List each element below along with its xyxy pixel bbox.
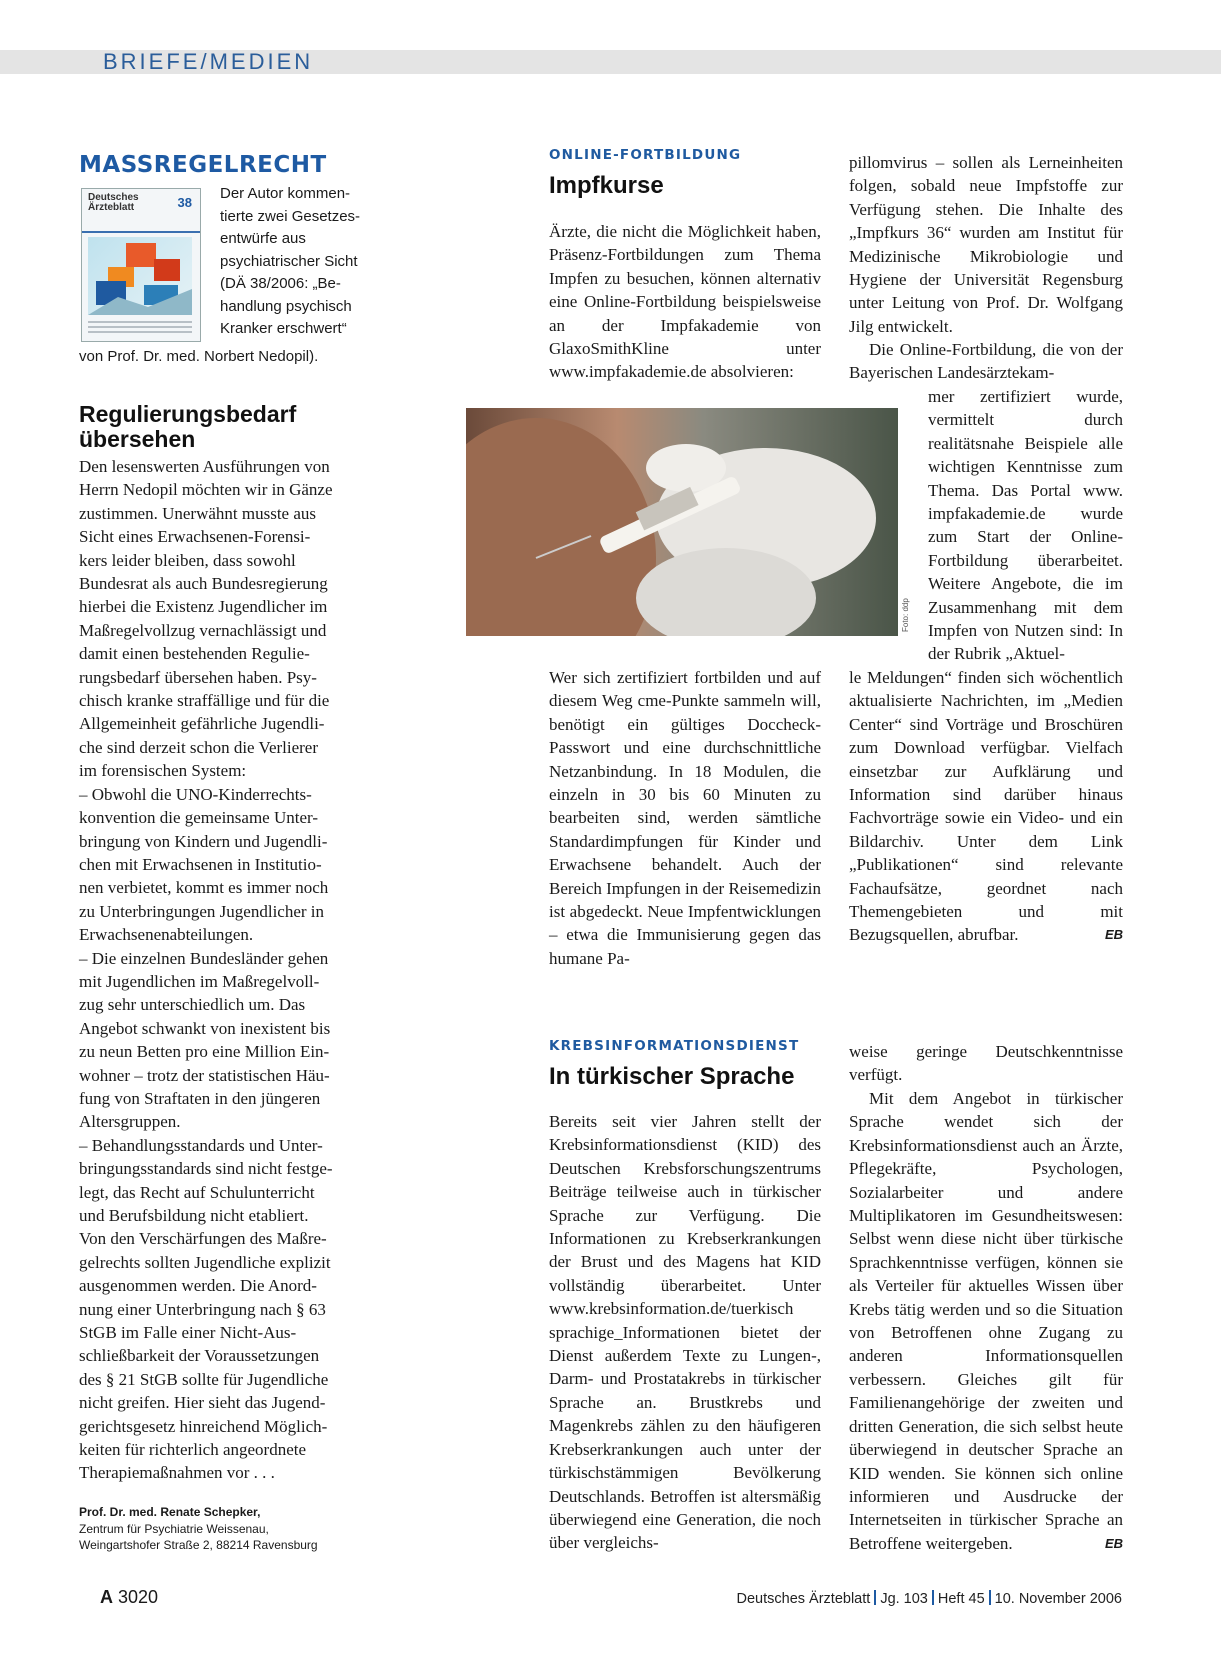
signature-institution: Zentrum für Psychiatrie Weissenau, bbox=[79, 1521, 269, 1536]
page-prefix: A bbox=[100, 1587, 113, 1607]
photo-credit: Foto: ddp bbox=[901, 598, 910, 632]
body-line: bringung von Kindern und Jugendli- bbox=[79, 831, 328, 851]
body-line: Maßregelvollzug vernachlässigt und bbox=[79, 620, 327, 640]
signature-block bbox=[79, 1504, 379, 1554]
body-line: Altersgruppen. bbox=[79, 1112, 181, 1132]
body-line: Therapiemaßnahmen vor . . . bbox=[79, 1463, 275, 1483]
body-line: Allgemeinheit gefährliche Jugendli- bbox=[79, 714, 325, 734]
article1-col2-p2a: Die Online-Fortbildung, die von der Bayerischen Landesärztekam- bbox=[849, 340, 1123, 383]
body-line: che sind derzeit schon die Verlierer bbox=[79, 737, 319, 757]
cover-brand-1: Deutsches bbox=[88, 192, 139, 203]
body-line: konvention die gemeinsame Unter- bbox=[79, 808, 319, 828]
body-line: chen mit Erwachsenen in Institutio- bbox=[79, 854, 322, 874]
body-line: des § 21 StGB sollte für Jugendliche bbox=[79, 1369, 329, 1389]
body-line: hierbei die Existenz Jugendlicher im bbox=[79, 597, 328, 617]
body-line: legt, das Recht auf Schulunterricht bbox=[79, 1182, 315, 1202]
body-line: Herrn Nedopil möchten wir in Gänze bbox=[79, 480, 333, 500]
body-line: rungsbedarf übersehen haben. Psy- bbox=[79, 667, 317, 687]
letter-body bbox=[79, 455, 369, 1485]
intro-line: Kranker erschwert“ bbox=[220, 320, 347, 337]
section-label: BRIEFE/MEDIEN bbox=[103, 49, 314, 74]
intro-text-last: von Prof. Dr. med. Norbert Nedopil). bbox=[79, 348, 319, 365]
intro-line: entwürfe aus bbox=[220, 230, 306, 247]
footer-date: 10. November 2006 bbox=[994, 1591, 1122, 1607]
body-line: zug sehr unterschiedlich um. Das bbox=[79, 995, 306, 1015]
footer-citation bbox=[737, 1590, 1122, 1607]
article2-col1: Bereits seit vier Jahren stellt der Krebsinformationsdienst (KID) des Deutschen Krebsforschungszentrums Beiträge teilweise auch in türkischer Sprache zur Verfügung. Die Informationen zu Krebserkrankungen der Brust und des Magens hat KID vollständig überarbeitet. Unter www.krebsinformation.de/tuerkisch sprachige_Informationen bietet der Dienst außerdem Texte zu Lungen-, Darm- und Prostatakrebs in türkischer Sprache an. Brustkrebs und Magenkrebs zählen zu den häufigeren Krebserkrankungen auch unter der türkischstämmigen Bevölkerung Deutschlands. Betroffen ist altersmäßig überwiegend eine Generation, die noch über vergleichs- bbox=[549, 1112, 821, 1553]
body-line: – Behandlungsstandards und Unter- bbox=[79, 1135, 323, 1155]
article1-initials: EB bbox=[1104, 927, 1123, 943]
article2-title: In türkischer Sprache bbox=[549, 1063, 795, 1090]
body-line: gelrechts sollten Jugendliche explizit bbox=[79, 1252, 331, 1272]
article2-kicker: KREBSINFORMATIONSDIENST bbox=[549, 1038, 800, 1054]
article2-col2-p2 bbox=[849, 1087, 1123, 1555]
article1-col2-p2b bbox=[849, 666, 1123, 947]
body-line: Angebot schwankt von inexistent bis bbox=[79, 1018, 331, 1038]
body-line: nung einer Unterbringung nach § 63 bbox=[79, 1299, 326, 1319]
body-line: und Berufsbildung nicht etabliert. bbox=[79, 1206, 309, 1225]
intro-line: Der Autor kommen- bbox=[220, 185, 351, 202]
body-line: schließbarkeit der Voraussetzungen bbox=[79, 1346, 320, 1366]
signature-address: Weingartshofer Straße 2, 88214 Ravensburg bbox=[79, 1538, 318, 1552]
body-line: Den lesenswerten Ausführungen von bbox=[79, 457, 330, 476]
letter-title-line: übersehen bbox=[79, 426, 196, 452]
page-number bbox=[100, 1587, 158, 1608]
intro-text-block bbox=[220, 183, 370, 341]
body-line: Bundesrat als auch Bundesregierung bbox=[79, 574, 328, 594]
journal-cover-image bbox=[81, 188, 201, 342]
footer-journal: Deutsches Ärzteblatt bbox=[736, 1591, 871, 1607]
intro-line: handlung psychisch bbox=[220, 297, 352, 315]
footer-issue: Heft 45 bbox=[937, 1591, 985, 1607]
article2-initials: EB bbox=[1104, 1535, 1123, 1551]
footer-volume: Jg. 103 bbox=[880, 1591, 928, 1607]
body-line: – Die einzelnen Bundesländer gehen bbox=[79, 948, 329, 968]
body-line: im forensischen System: bbox=[79, 761, 247, 781]
intro-line: (DÄ 38/2006: „Be- bbox=[220, 275, 341, 292]
letter-title-line: Regulierungsbedarf bbox=[79, 401, 297, 427]
body-line: nicht greifen. Hier sieht das Jugend- bbox=[79, 1393, 326, 1413]
body-line: mit Jugendlichen im Maßregelvoll- bbox=[79, 971, 320, 991]
article1-col2-p1: pillomvirus – sollen als Lerneinheiten folgen, sobald neue Impfstoffe zur Verfügung stehen. Die Inhalte des „Impfkurs 36“ wurden am Institut für Medizinische Mikrobiologie und Hygiene der Universität Regensburg unter Leitung von Prof. Dr. Wolfgang Jilg entwickelt. bbox=[849, 153, 1123, 336]
cover-brand-2: Ärzteblatt bbox=[88, 202, 135, 213]
article1-col2-wrap: mer zertifiziert wurde, vermittelt durch realitätsnahe Beispiele alle wichtigen Kenntnisse zum Thema. Das Portal www. impfakademie.de wurde zum Start der Online-Fortbildung überarbeitet. Weitere Angebote, die im Zusammenhang mit dem Impfen von Nutzen sind: In der Rubrik „Aktuel- bbox=[928, 387, 1123, 664]
body-line: gerichtsgesetz hinreichend Möglich- bbox=[79, 1416, 328, 1436]
body-line: bringungsstandards sind nicht festge- bbox=[79, 1159, 333, 1179]
intro-line: psychiatrischer Sicht bbox=[220, 252, 358, 270]
vaccination-photo bbox=[466, 408, 898, 636]
article1-kicker: ONLINE-FORTBILDUNG bbox=[549, 147, 742, 163]
body-line: – Obwohl die UNO-Kinderrechts- bbox=[79, 784, 312, 804]
body-line: zu neun Betten pro eine Million Ein- bbox=[79, 1042, 330, 1062]
article1-title: Impfkurse bbox=[549, 172, 664, 199]
article1-col1-top: Ärzte, die nicht die Möglichkeit haben, Präsenz-Fortbildungen zum Thema Impfen zu besuchen, können alternativ eine Online-Fortbildung beispielsweise an der Impfakademie von GlaxoSmithKline unter www.impfakademie.de absolvieren: bbox=[549, 222, 821, 382]
article1-col1-bottom: Wer sich zertifiziert fortbilden und auf diesem Weg cme-Punkte sammeln will, benötigt ein gültiges Doccheck-Passwort und eine durchschnittliche Netzanbindung. In 18 Modulen, die einzeln in 30 bis 60 Minuten zu bearbeiten sind, werden sämtliche Standardimpfungen für Kinder und Erwachsene behandelt. Auch der Bereich Impfungen in der Reisemedizin ist abgedeckt. Neue Impfentwicklungen – etwa die Immunisierung gegen das humane Pa- bbox=[549, 668, 821, 968]
body-line: keiten für richterlich angeordnete bbox=[79, 1440, 307, 1460]
left-section-title: MASSREGELRECHT bbox=[79, 152, 327, 178]
body-line: nen verbietet, kommt es immer noch bbox=[79, 878, 329, 898]
body-line: Von den Verschärfungen des Maßre- bbox=[79, 1229, 327, 1249]
body-line: Sicht eines Erwachsenen-Forensi- bbox=[79, 527, 311, 547]
body-line: zustimmen. Unerwähnt musste aus bbox=[79, 503, 317, 523]
body-line: fung von Straftaten in den jüngeren bbox=[79, 1088, 321, 1108]
body-line: chisch kranke straffällige und für die bbox=[79, 691, 330, 711]
body-line: wohner – trotz der statistischen Häu- bbox=[79, 1065, 330, 1085]
article1-col2-text: le Meldungen“ finden sich wöchentlich aktualisierte Nachrichten, im „Medien Center“ sind Vorträge und Broschüren zum Download verfügbar. Vielfach einsetzbar zur Aufklärung und Information sind darüber hinaus Fachvorträge sowie ein Video- und ein Bildarchiv. Unter dem Link „Publikationen“ sind relevante Fachaufsätze, geordnet nach Themengebieten und mit Bezugsquellen, abrufbar. bbox=[849, 668, 1123, 945]
intro-line: tierte zwei Gesetzes- bbox=[220, 207, 361, 225]
body-line: zu Unterbringungen Jugendlicher in bbox=[79, 901, 325, 921]
body-line: ausgenommen werden. Die Anord- bbox=[79, 1276, 317, 1296]
article2-col2-p1: weise geringe Deutschkenntnisse verfügt. bbox=[849, 1042, 1123, 1085]
cover-issue-number: 38 bbox=[177, 195, 192, 210]
page-number-value: 3020 bbox=[118, 1587, 159, 1607]
body-line: kers leider bleiben, dass sowohl bbox=[79, 550, 296, 570]
article2-col2-text: Mit dem Angebot in türkischer Sprache wendet sich der Krebsinformationsdienst auch an Ärzte, Pflegekräfte, Psychologen, Sozialarbeiter und andere Multiplikatoren im Gesundheitswesen: Selbst wenn diese nicht über türkische Sprachkenntnisse verfügen, können sie als Verteiler für aktuelles Wissen über Krebs tätig werden und so die Situation von Betroffenen ohne Zugang zu anderen Informationsquellen verbessern. Gleiches gilt für Familienangehörige der zweiten und dritten Generation, die sich selbst heute überwiegend in deutscher Sprache an KID wenden. Sie können sich online informieren und Ausdrucke der Internetseiten in türkischer Sprache an Betroffene weitergeben. bbox=[849, 1089, 1123, 1553]
body-line: Erwachsenenabteilungen. bbox=[79, 925, 254, 945]
body-line: StGB im Falle einer Nicht-Aus- bbox=[79, 1323, 297, 1343]
cover-illustration bbox=[88, 237, 192, 315]
letter-title bbox=[79, 402, 379, 452]
signature-name: Prof. Dr. med. Renate Schepker, bbox=[79, 1505, 261, 1519]
body-line: damit einen bestehenden Regulie- bbox=[79, 644, 310, 664]
